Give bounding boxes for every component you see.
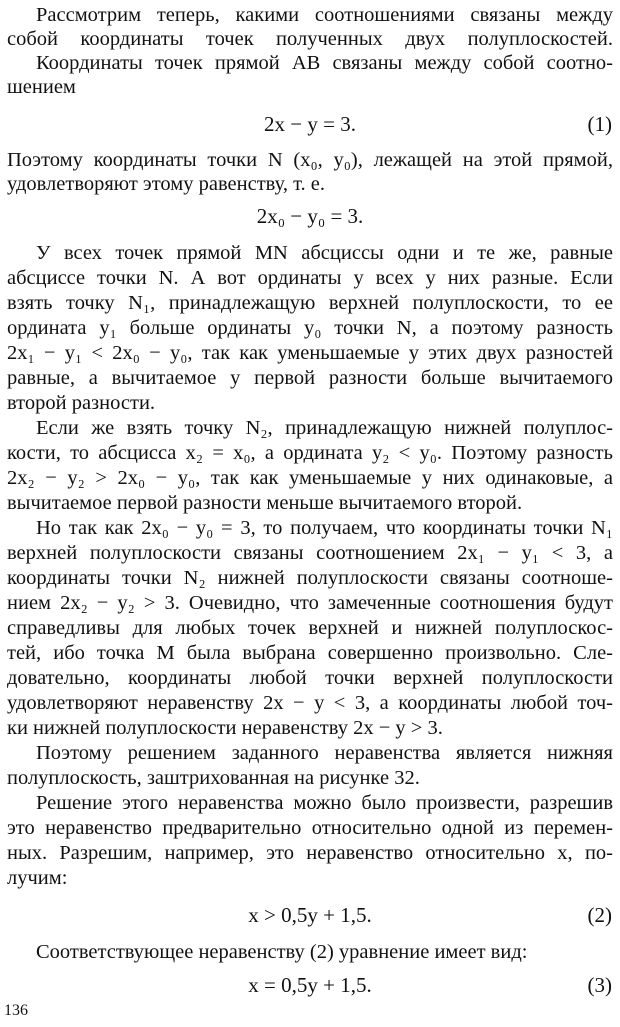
text-line: второй разности. <box>7 392 156 414</box>
text-line: ордината y₁ больше ординаты y₀ точки N, а поэтому разность <box>7 317 613 339</box>
text-line: координаты точки N₂ нижней полуплоскости связаны соотноше- <box>7 567 613 589</box>
equation: x = 0,5y + 1,5. <box>248 973 372 997</box>
text-line: справедливы для любых точек верхней и нижней полуплоскос- <box>7 617 613 639</box>
text-line: ных. Разрешим, например, это неравенство относительно x, по- <box>7 842 613 864</box>
text-line: взять точку N₁, принадлежащую верхней полуплоскости, то ее <box>7 292 613 314</box>
text-line: Координаты точек прямой AB связаны между собой соотно- <box>36 52 613 74</box>
equation-number: (3) <box>587 973 612 997</box>
equation: x > 0,5y + 1,5. <box>248 903 372 927</box>
text-line: собой координаты точек полученных двух полуплоскостей. <box>7 28 613 50</box>
text-line: лучим: <box>7 867 68 889</box>
text-line: Решение этого неравенства можно было произвести, разрешив <box>36 792 613 814</box>
text-line: Поэтому координаты точки N (x₀, y₀), лежащей на этой прямой, <box>7 149 613 171</box>
text-line: Поэтому решением заданного неравенства является нижняя <box>36 742 613 764</box>
text-line: Соответствующее неравенству (2) уравнение имеет вид: <box>36 941 528 963</box>
text-line: нием 2x₂ − y₂ > 3. Очевидно, что замеченные соотношения будут <box>7 592 613 614</box>
text-line: удовлетворяют этому равенству, т. е. <box>7 173 325 195</box>
text-line: Если же взять точку N₂, принадлежащую нижней полуплос- <box>36 417 613 439</box>
equation-number: (1) <box>587 112 612 136</box>
text-line: полуплоскость, заштрихованная на рисунке 32. <box>7 767 420 789</box>
text-line: абсциссе точки N. А вот ординаты у всех у них разные. Если <box>7 267 613 289</box>
text-line: 2x₂ − y₂ > 2x₀ − y₀, так как уменьшаемые у них одинаковые, а <box>7 467 613 489</box>
text-line: шением <box>7 76 76 98</box>
text-line: Рассмотрим теперь, какими соотношениями связаны между <box>36 4 613 26</box>
text-line: У всех точек прямой MN абсциссы одни и те же, равные <box>36 242 613 264</box>
equation-number: (2) <box>587 903 612 927</box>
text-line: это неравенство предварительно относительно одной из перемен- <box>7 817 613 839</box>
text-line: Но так как 2x₀ − y₀ = 3, то получаем, что координаты точки N₁ <box>36 517 613 539</box>
equation: 2x − y = 3. <box>264 112 356 136</box>
text-line: вычитаемое первой разности меньше вычитаемого второй. <box>7 492 523 514</box>
page-number: 136 <box>4 1002 28 1019</box>
text-line: 2x₁ − y₁ < 2x₀ − y₀, так как уменьшаемые у этих двух разностей <box>7 342 613 364</box>
text-line: тей, ибо точка M была выбрана совершенно произвольно. Сле- <box>7 642 613 664</box>
text-line: равные, а вычитаемое у первой разности больше вычитаемого <box>7 367 613 389</box>
text-line: ки нижней полуплоскости неравенству 2x − y > 3. <box>7 717 443 739</box>
text-line: довательно, координаты любой точки верхней полуплоскости <box>7 667 613 689</box>
text-line: верхней полуплоскости связаны соотношением 2x₁ − y₁ < 3, а <box>7 542 613 564</box>
equation: 2x₀ − y₀ = 3. <box>256 204 364 228</box>
text-line: удовлетворяют неравенству 2x − y < 3, а координаты любой точ- <box>7 692 613 714</box>
text-line: кости, то абсцисса x₂ = x₀, а ордината y₂ < y₀. Поэтому разность <box>7 442 613 464</box>
